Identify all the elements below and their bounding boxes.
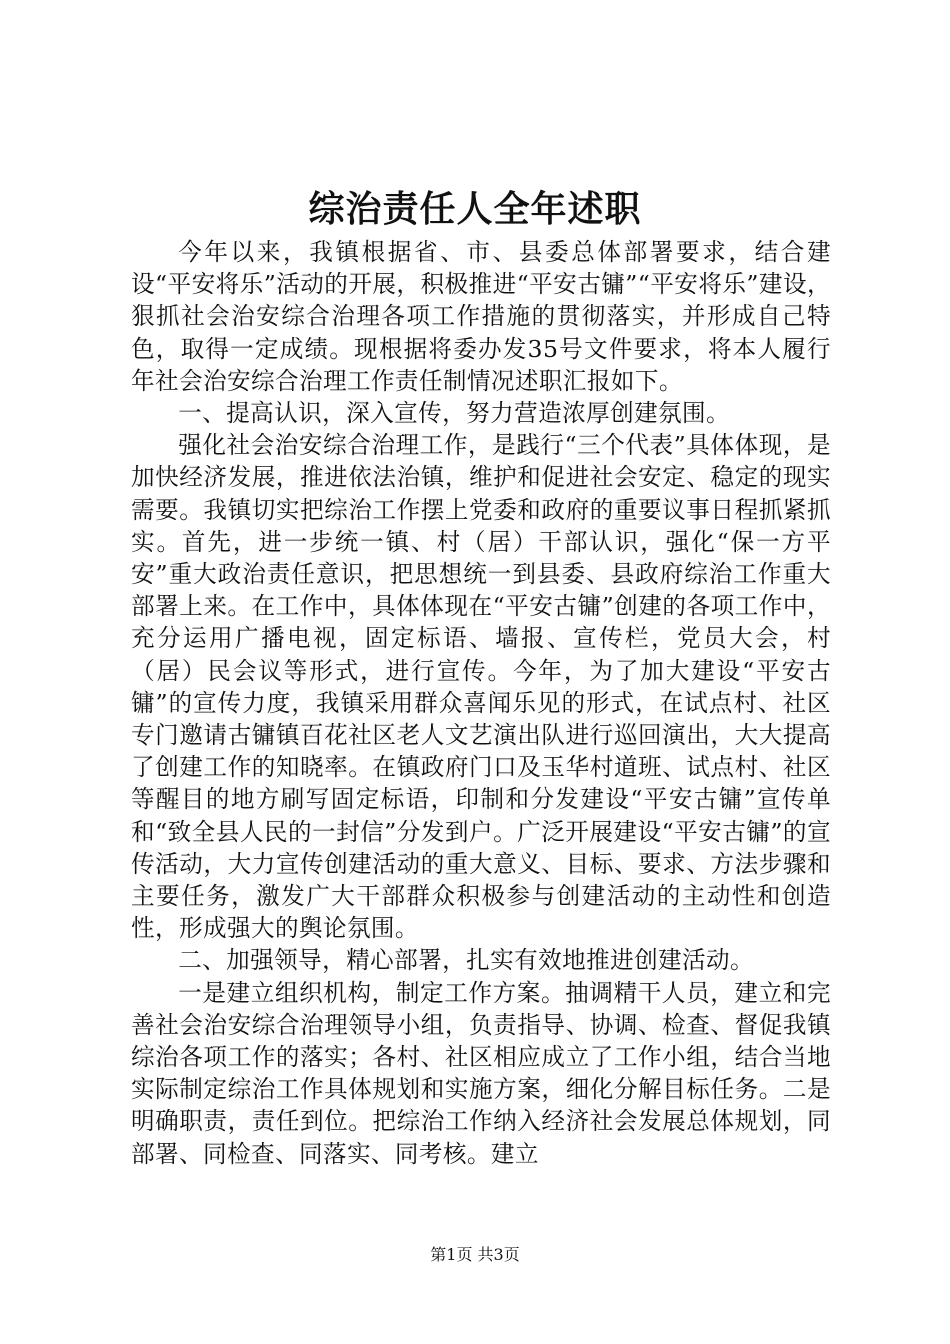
section-heading-1: 一、提高认识，深入宣传，努力营造浓厚创建氛围。 xyxy=(178,399,731,428)
section-heading-2: 二、加强领导，精心部署，扎实有效地推进创建活动。 xyxy=(178,946,755,975)
page-footer: 第1页 共3页 xyxy=(430,1245,520,1264)
paragraph-section-2: 一是建立组织机构，制定工作方案。抽调精干人员，建立和完善社会治安综合治理领导小组，负责指导、协调、检查、督促我镇综治各项工作的落实；各村、社区相应成立了工作小组，结合当地实际制定综治工作具体规划和实施方案，细化分解目标任务。二是明确职责，责任到位。把综治工作纳入经济社会发展总体规划，同部署、同检查、同落实、同考核。建立 xyxy=(131,978,831,1168)
paragraph-section-1: 强化社会治安综合治理工作，是践行“三个代表”具体体现，是加快经济发展，推进依法治镇，维护和促进社会安定、稳定的现实需要。我镇切实把综治工作摆上党委和政府的重要议事日程抓紧抓实。首先，进一步统一镇、村（居）干部认识，强化“保一方平安”重大政治责任意识，把思想统一到县委、县政府综治工作重大部署上来。在工作中，具体体现在“平安古镛”创建的各项工作中，充分运用广播电视，固定标语、墙报、宣传栏，党员大会，村（居）民会议等形式，进行宣传。今年，为了加大建设“平安古镛”的宣传力度，我镇采用群众喜闻乐见的形式，在试点村、社区专门邀请古镛镇百花社区老人文艺演出队进行巡回演出，大大提高了创建工作的知晓率。在镇政府门口及玉华村道班、试点村、社区等醒目的地方刷写固定标语，印制和分发建设“平安古镛”宣传单和“致全县人民的一封信”分发到户。广泛开展建设“平安古镛”的宣传活动，大力宣传创建活动的重大意义、目标、要求、方法步骤和主要任务，激发广大干部群众积极参与创建活动的主动性和创造性，形成强大的舆论氛围。 xyxy=(131,431,831,943)
document-title: 综治责任人全年述职 xyxy=(308,188,642,230)
document-body xyxy=(131,236,831,1170)
paragraph-intro: 今年以来，我镇根据省、市、县委总体部署要求，结合建设“平安将乐”活动的开展，积极推进“平安古镛”“平安将乐”建设，狠抓社会治安综合治理各项工作措施的贯彻落实，并形成自己特色，取得一定成绩。现根据将委办发35号文件要求，将本人履行年社会治安综合治理工作责任制情况述职汇报如下。 xyxy=(131,238,831,395)
